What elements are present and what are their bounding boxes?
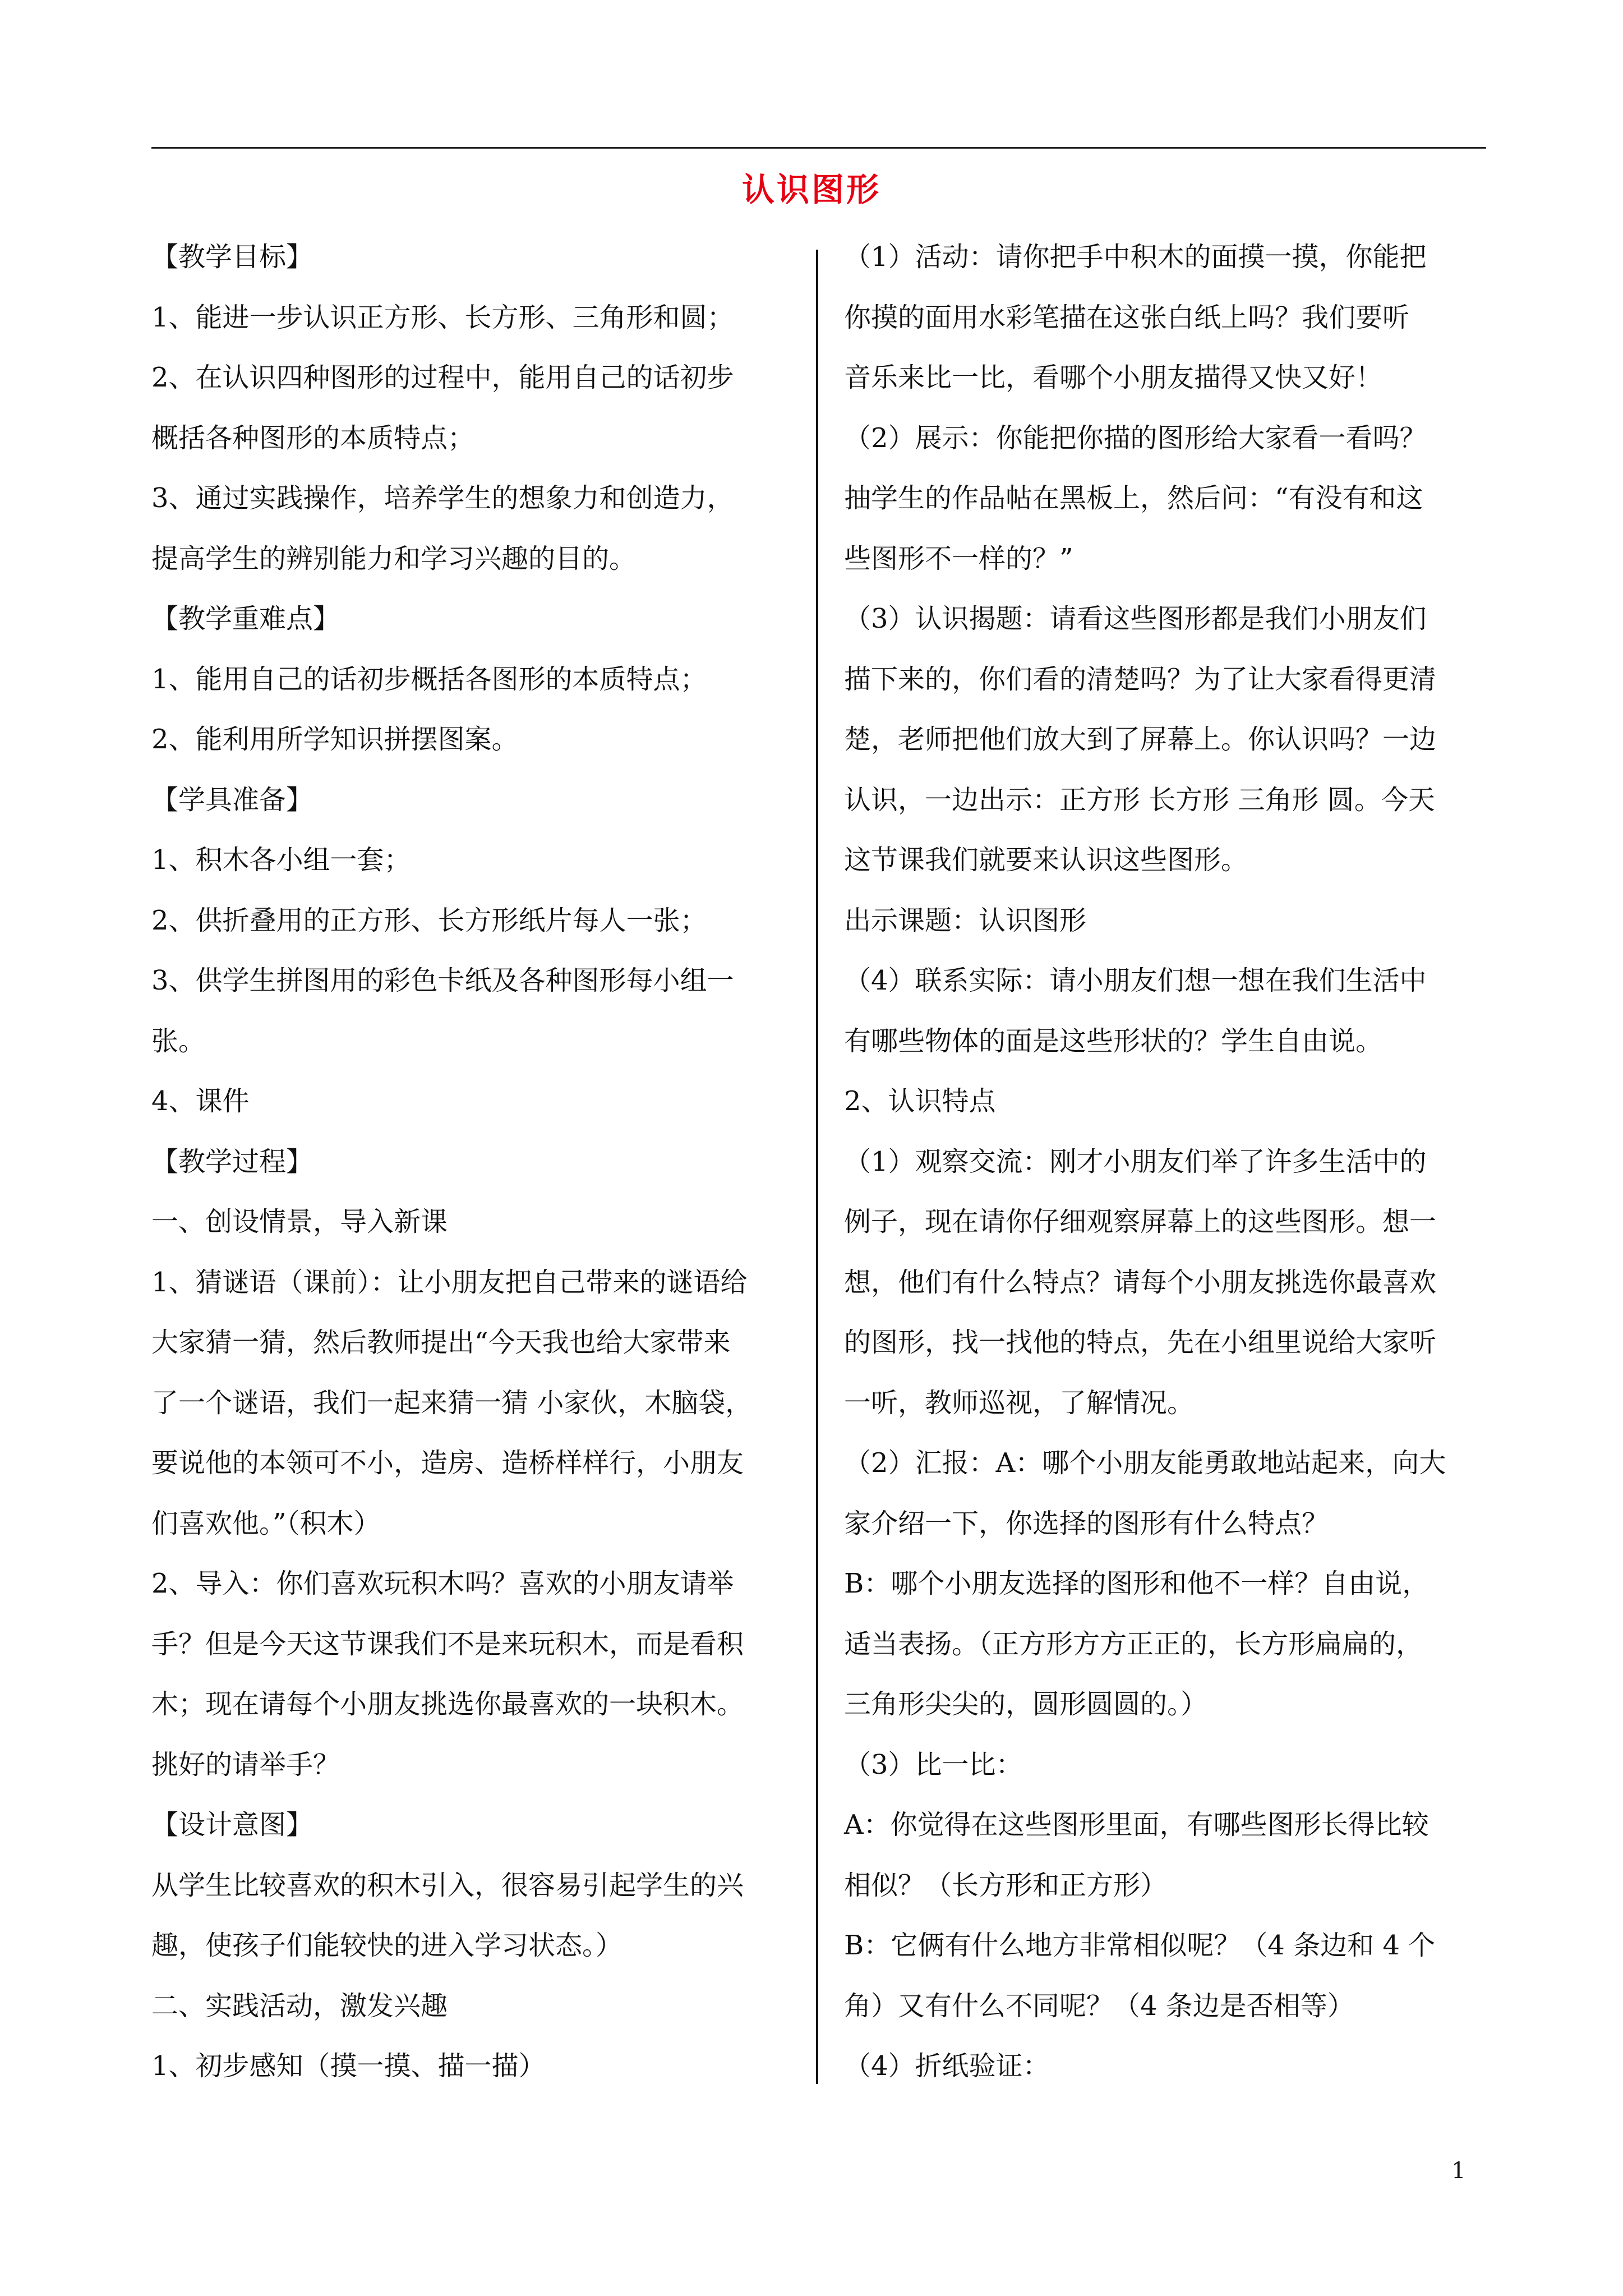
page-number: 1 [1451, 2158, 1466, 2184]
text-line: 2、能利用所学知识拼摆图案。 [151, 724, 519, 755]
text-line: A：你觉得在这些图形里面，有哪些图形长得比较 [844, 1809, 1429, 1841]
text-line: 二、实践活动，激发兴趣 [151, 1990, 448, 2022]
text-line: 些图形不一样的？” [844, 542, 1073, 574]
text-line: 例子，现在请你仔细观察屏幕上的这些图形。想一 [844, 1206, 1437, 1237]
text-line: （4）折纸验证： [844, 2050, 1050, 2082]
text-line: 【教学重难点】 [151, 603, 340, 634]
text-line: 一、创设情景，导入新课 [151, 1206, 448, 1237]
text-line: 1、能用自己的话初步概括各图形的本质特点； [151, 663, 707, 695]
text-line: 2、在认识四种图形的过程中，能用自己的话初步 [151, 362, 734, 393]
text-line: 概括各种图形的本质特点； [151, 422, 475, 454]
text-line: 相似？（长方形和正方形） [844, 1869, 1168, 1901]
text-line: 【设计意图】 [151, 1809, 313, 1841]
left-column [151, 227, 796, 2097]
text-line: （1）活动：请你把手中积木的面摸一摸，你能把 [844, 241, 1427, 273]
text-line: 角）又有什么不同呢？（4 条边是否相等） [844, 1990, 1354, 2022]
text-line: 3、通过实践操作，培养学生的想象力和创造力， [151, 482, 734, 514]
text-line: 【教学过程】 [151, 1145, 313, 1177]
text-line: 从学生比较喜欢的积木引入，很容易引起学生的兴 [151, 1869, 744, 1901]
text-line: 提高学生的辨别能力和学习兴趣的目的。 [151, 542, 637, 574]
column-divider [816, 250, 818, 2084]
text-line: 想，他们有什么特点？请每个小朋友挑选你最喜欢 [844, 1266, 1437, 1298]
text-line: 了一个谜语，我们一起来猜一猜 小家伙，木脑袋， [151, 1387, 753, 1419]
text-line: 4、课件 [151, 1085, 250, 1117]
text-line: 挑好的请举手？ [151, 1749, 340, 1780]
text-line: 适当表扬。（正方形方方正正的，长方形扁扁的， [844, 1628, 1423, 1660]
text-line: （2）展示：你能把你描的图形给大家看一看吗？ [844, 422, 1427, 454]
text-line: 要说他的本领可不小，造房、造桥样样行，小朋友 [151, 1447, 744, 1479]
text-line: 楚，老师把他们放大到了屏幕上。你认识吗？一边 [844, 724, 1437, 755]
text-line: 3、供学生拼图用的彩色卡纸及各种图形每小组一 [151, 965, 734, 996]
text-line: 【教学目标】 [151, 241, 313, 273]
text-line: 1、积木各小组一套； [151, 844, 411, 876]
text-line: 有哪些物体的面是这些形状的？学生自由说。 [844, 1025, 1383, 1057]
text-line: 音乐来比一比，看哪个小朋友描得又快又好！ [844, 362, 1383, 393]
text-line: B：哪个小朋友选择的图形和他不一样？自由说， [844, 1568, 1430, 1599]
header-rule [151, 147, 1486, 149]
text-line: （3）比一比： [844, 1749, 1023, 1780]
text-line: 木；现在请每个小朋友挑选你最喜欢的一块积木。 [151, 1688, 744, 1720]
text-line: 大家猜一猜，然后教师提出“今天我也给大家带来 [151, 1327, 731, 1358]
text-line: 三角形尖尖的，圆形圆圆的。） [844, 1688, 1208, 1720]
text-line: 抽学生的作品帖在黑板上，然后问：“有没有和这 [844, 482, 1423, 514]
right-column [844, 227, 1486, 2097]
text-line: 2、导入：你们喜欢玩积木吗？喜欢的小朋友请举 [151, 1568, 734, 1599]
text-line: 张。 [151, 1025, 206, 1057]
text-line: 1、能进一步认识正方形、长方形、三角形和圆； [151, 301, 734, 333]
text-line: 描下来的，你们看的清楚吗？为了让大家看得更清 [844, 663, 1437, 695]
text-line: 2、认识特点 [844, 1085, 996, 1117]
text-line: B：它俩有什么地方非常相似呢？（4 条边和 4 个 [844, 1930, 1436, 1961]
text-line: 1、猜谜语（课前）：让小朋友把自己带来的谜语给 [151, 1266, 748, 1298]
text-line: 出示课题：认识图形 [844, 904, 1087, 936]
text-line: （4）联系实际：请小朋友们想一想在我们生活中 [844, 965, 1427, 996]
text-line: 认识，一边出示：正方形 长方形 三角形 圆。今天 [844, 784, 1435, 816]
text-line: （1）观察交流：刚才小朋友们举了许多生活中的 [844, 1145, 1427, 1177]
text-line: 们喜欢他。”（积木） [151, 1507, 381, 1539]
text-line: （2）汇报：A：哪个小朋友能勇敢地站起来，向大 [844, 1447, 1446, 1479]
text-line: 你摸的面用水彩笔描在这张白纸上吗？我们要听 [844, 301, 1410, 333]
text-line: 的图形，找一找他的特点，先在小组里说给大家听 [844, 1327, 1437, 1358]
text-line: 手？但是今天这节课我们不是来玩积木，而是看积 [151, 1628, 744, 1660]
document-title: 认识图形 [741, 171, 881, 209]
text-line: 1、初步感知（摸一摸、描一描） [151, 2050, 546, 2082]
text-line: 一听，教师巡视，了解情况。 [844, 1387, 1195, 1419]
text-line: （3）认识揭题：请看这些图形都是我们小朋友们 [844, 603, 1427, 634]
text-line: 家介绍一下，你选择的图形有什么特点？ [844, 1507, 1329, 1539]
text-line: 这节课我们就要来认识这些图形。 [844, 844, 1248, 876]
text-line: 2、供折叠用的正方形、长方形纸片每人一张； [151, 904, 707, 936]
text-line: 【学具准备】 [151, 784, 313, 816]
text-line: 趣，使孩子们能较快的进入学习状态。） [151, 1930, 623, 1961]
